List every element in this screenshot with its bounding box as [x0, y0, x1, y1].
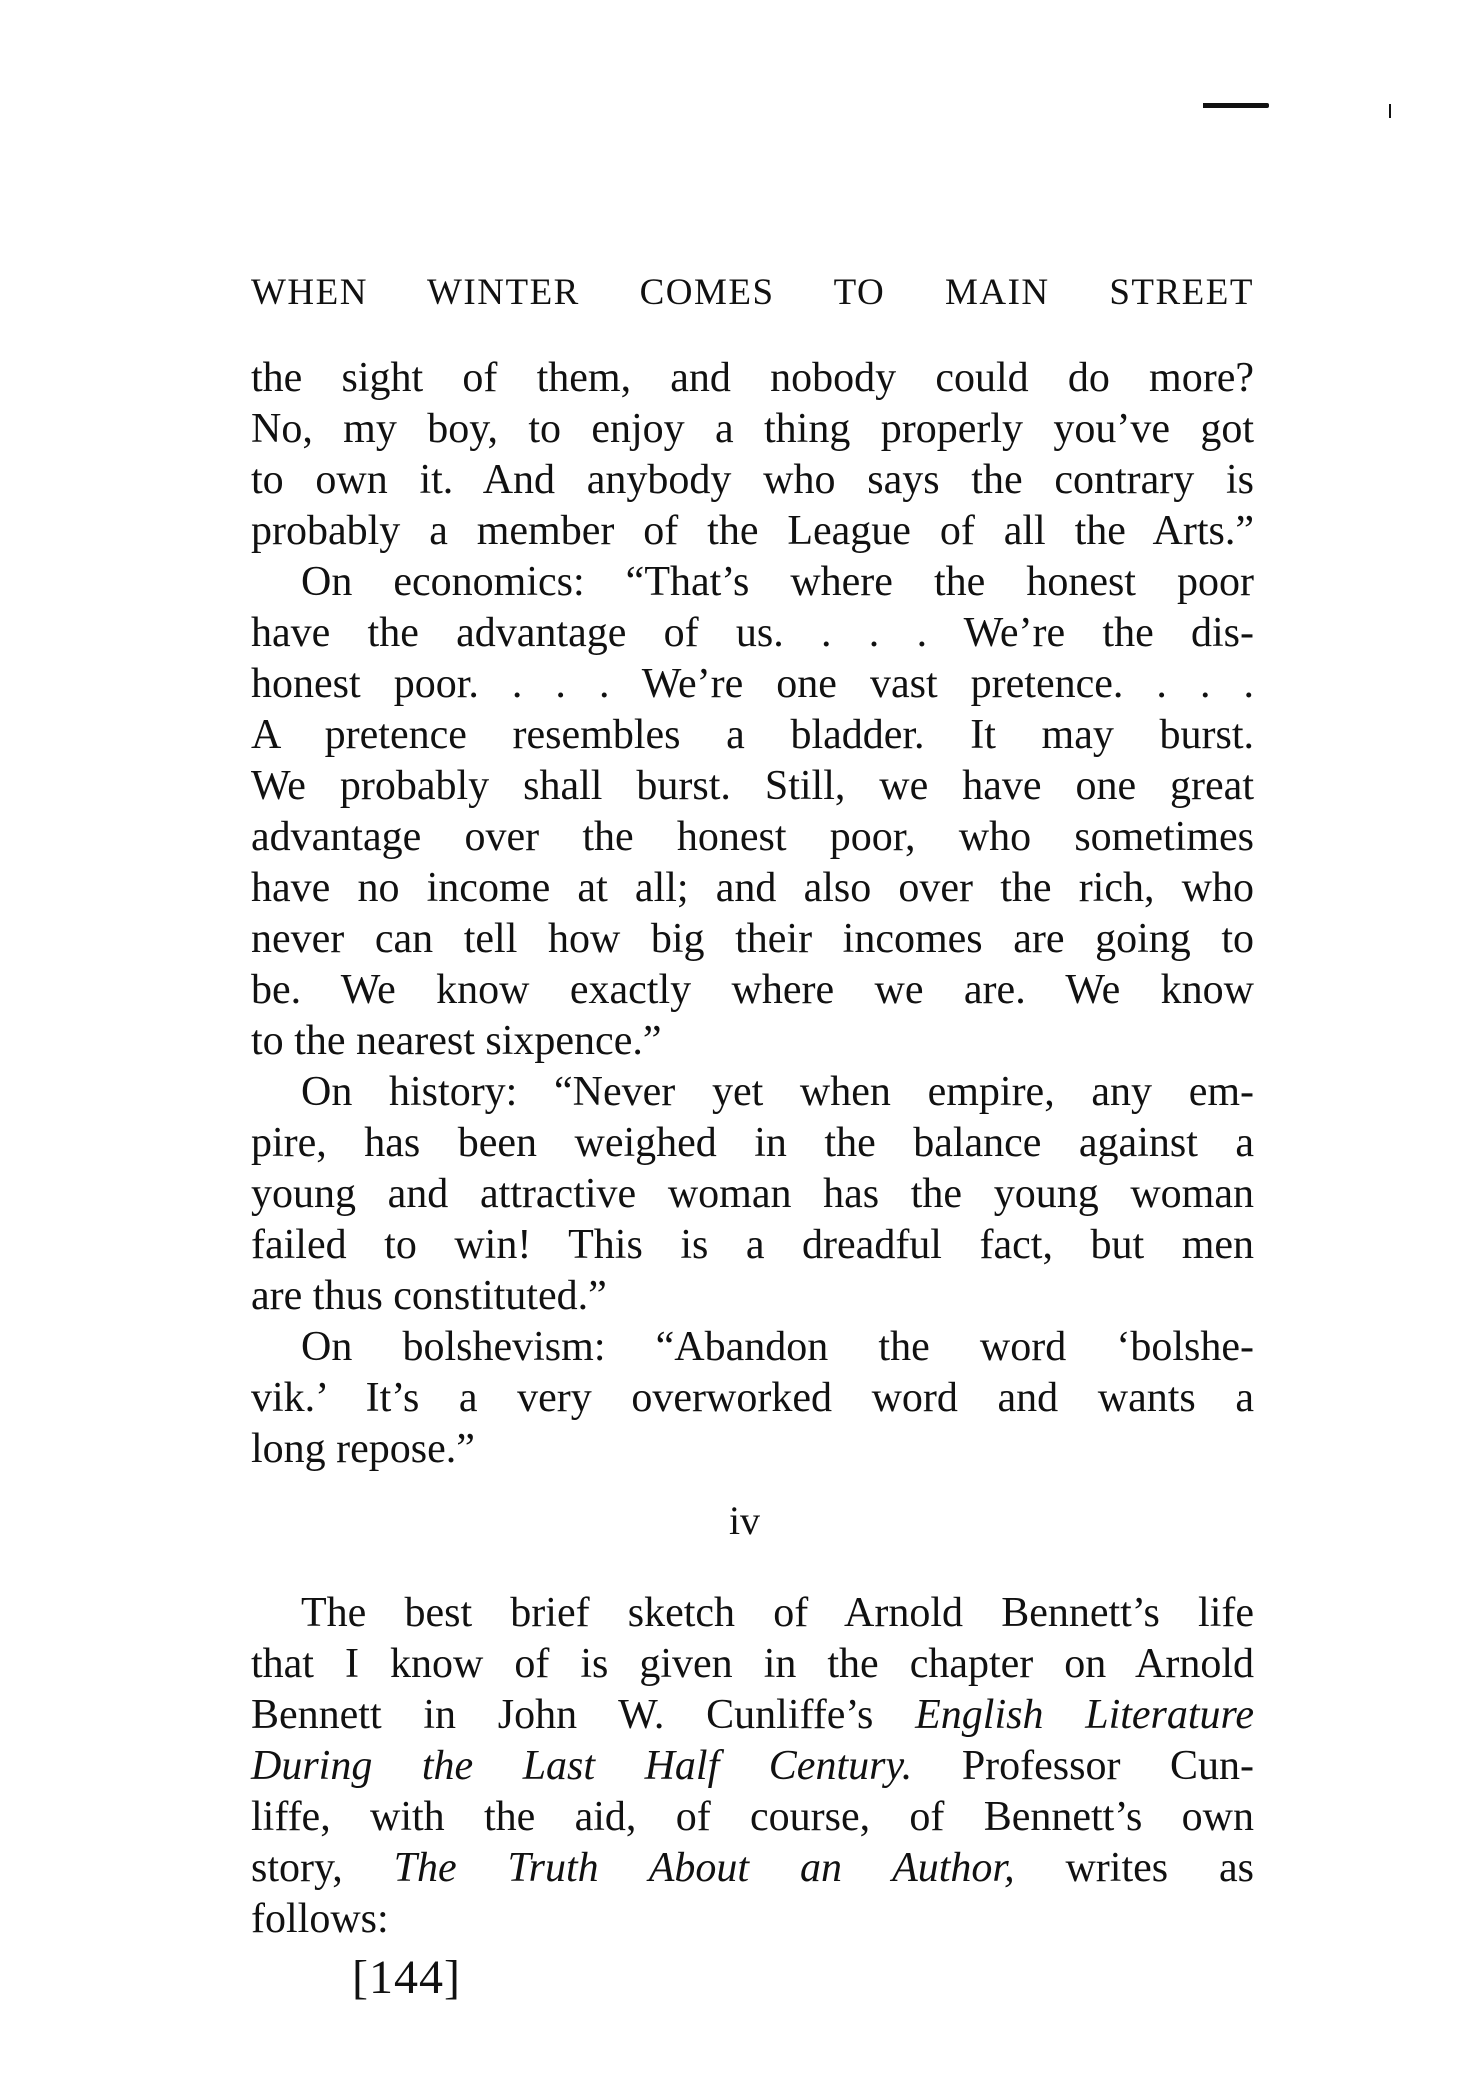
text-line: On bolshevism: “Abandon the word ‘bolshe-: [301, 1324, 1254, 1370]
book-title-italic: During the Last Half Century.: [251, 1743, 913, 1789]
scan-dash-mark: [1203, 103, 1269, 108]
text-line: vik.’ It’s a very overworked word and wants a: [251, 1375, 1254, 1421]
text-line: [251, 1690, 1254, 1741]
text-line: never can tell how big their incomes are going to: [251, 916, 1254, 962]
book-title-italic: The Truth About an Author,: [393, 1845, 1015, 1891]
text-line: to the nearest sixpence.”: [251, 1018, 662, 1064]
text-line: failed to win! This is a dreadful fact, but men: [251, 1222, 1254, 1268]
quotation-paragraphs: [251, 353, 1254, 1475]
book-title-italic: English Literature: [915, 1692, 1254, 1738]
text-line: On history: “Never yet when empire, any em-: [301, 1069, 1254, 1115]
text-line: long repose.”: [251, 1426, 475, 1472]
text-line: the sight of them, and nobody could do more?: [251, 355, 1254, 401]
text-line: pire, has been weighed in the balance against a: [251, 1120, 1254, 1166]
text-line: that I know of is given in the chapter on Arnold: [251, 1641, 1254, 1687]
text-line: No, my boy, to enjoy a thing properly you’ve got: [251, 406, 1254, 452]
text-run: writes as: [1014, 1845, 1254, 1891]
text-run: Bennett in John W. Cunliffe’s: [251, 1692, 916, 1738]
scan-tick-mark: [1389, 104, 1391, 118]
text-line: are thus constituted.”: [251, 1273, 607, 1319]
text-line: [251, 1843, 1254, 1894]
section-number: iv: [728, 1498, 761, 1543]
text-line: The best brief sketch of Arnold Bennett’s life: [301, 1590, 1254, 1636]
text-line: probably a member of the League of all the Arts.”: [251, 508, 1254, 554]
text-line: young and attractive woman has the young woman: [251, 1171, 1254, 1217]
text-line: have no income at all; and also over the rich, who: [251, 865, 1254, 911]
text-line: honest poor. . . . We’re one vast pretence. . . .: [251, 661, 1254, 707]
text-line: follows:: [251, 1896, 389, 1942]
text-line: liffe, with the aid, of course, of Bennett’s own: [251, 1794, 1254, 1840]
running-head: WHEN WINTER COMES TO MAIN STREET: [251, 272, 1254, 313]
text-line: to own it. And anybody who says the contrary is: [251, 457, 1254, 503]
text-run: story,: [251, 1845, 394, 1891]
text-line: be. We know exactly where we are. We know: [251, 967, 1254, 1013]
text-line: [251, 1741, 1254, 1792]
text-line: advantage over the honest poor, who sometimes: [251, 814, 1254, 860]
text-line: have the advantage of us. . . . We’re the dis-: [251, 610, 1254, 656]
text-line: We probably shall burst. Still, we have one great: [251, 763, 1254, 809]
text-run: Professor Cun-: [912, 1743, 1254, 1789]
text-line: On economics: “That’s where the honest poor: [301, 559, 1254, 605]
page-number: [144]: [352, 1951, 461, 2004]
section-iv-paragraph: [251, 1588, 1254, 1945]
text-line: A pretence resembles a bladder. It may burst.: [251, 712, 1254, 758]
